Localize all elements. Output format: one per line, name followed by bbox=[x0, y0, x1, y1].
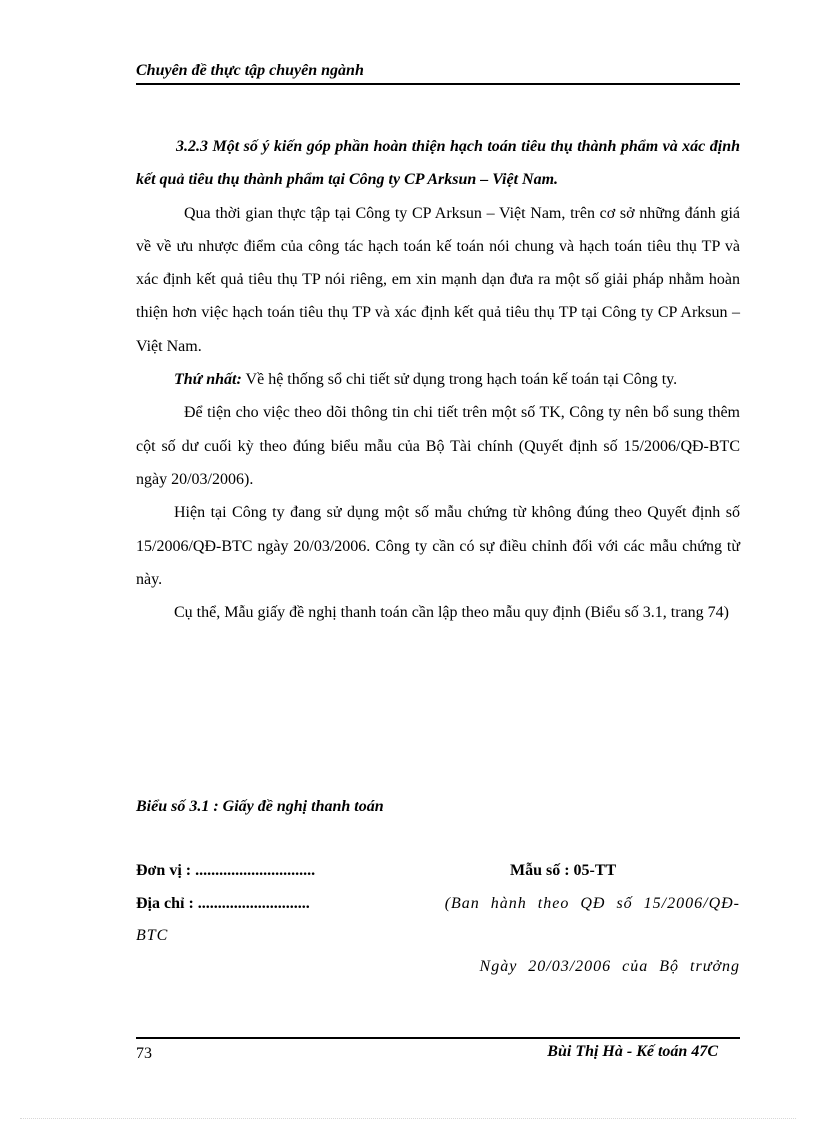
body-text bbox=[136, 130, 740, 629]
running-header-title: Chuyên đề thực tập chuyên ngành bbox=[136, 62, 364, 79]
header-divider bbox=[136, 83, 740, 85]
form-row-unit bbox=[136, 862, 740, 886]
form-unit-label: Đơn vị : .............................. bbox=[136, 862, 316, 879]
page-number: 73 bbox=[136, 1045, 152, 1062]
paragraph-intro: Qua thời gian thực tập tại Công ty CP Arksun – Việt Nam, trên cơ sở những đánh giá về về ưu nhược điểm của công tác hạch toán kế toán nói chung và hạch toán tiêu thụ TP và xác định kết quả tiêu thụ TP nói riêng, em xin mạnh dạn đưa ra một số giải pháp nhằm hoàn thiện hơn việc hạch toán tiêu thụ TP và xác định kết quả tiêu thụ TP tại Công ty CP Arksun – Việt Nam. bbox=[136, 204, 740, 355]
paragraph-ledger-suggestion: Để tiện cho việc theo dõi thông tin chi tiết trên một số TK, Công ty nên bổ sung thêm cột số dư cuối kỳ theo đúng biểu mẫu của Bộ Tài chính (Quyết định số 15/2006/QĐ-BTC ngày 20/03/2006). bbox=[136, 404, 740, 488]
footer-author: Bùi Thị Hà - Kế toán 47C bbox=[547, 1043, 718, 1060]
page-bottom-dotted-border bbox=[20, 1118, 796, 1119]
paragraph-voucher-issue: Hiện tại Công ty đang sử dụng một số mẫu chứng từ không đúng theo Quyết định số 15/2006/QĐ-BTC ngày 20/03/2006. Công ty cần có sự điều chỉnh đối với các mẫu chứng từ này. bbox=[136, 504, 740, 588]
form-issued-line-2: BTC bbox=[136, 927, 169, 944]
form-address-label: Địa chỉ : ............................ bbox=[136, 895, 310, 912]
paragraph-payment-form: Cụ thể, Mẫu giấy đề nghị thanh toán cần lập theo mẫu quy định (Biểu số 3.1, trang 74) bbox=[174, 604, 729, 622]
form-issued-line-1: (Ban hành theo QĐ số 15/2006/QĐ- bbox=[444, 895, 740, 912]
section-heading: 3.2.3 Một số ý kiến góp phần hoàn thiện hạch toán tiêu thụ thành phẩm và xác định kết quả tiêu thụ thành phẩm tại Công ty CP Arksun – Việt Nam. bbox=[136, 138, 740, 189]
paragraph-first-point bbox=[136, 363, 740, 396]
form-issued-line-3: Ngày 20/03/2006 của Bộ trưởng bbox=[479, 958, 740, 975]
first-point-text: Về hệ thống sổ chi tiết sử dụng trong hạch toán kế toán tại Công ty. bbox=[241, 371, 678, 389]
first-point-label: Thứ nhất: bbox=[174, 371, 242, 389]
form-caption: Biểu số 3.1 : Giấy đề nghị thanh toán bbox=[136, 798, 384, 815]
form-number: Mẫu số : 05-TT bbox=[510, 862, 617, 879]
footer-divider bbox=[136, 1037, 740, 1039]
form-row-address bbox=[136, 895, 740, 919]
form-row-issued-date bbox=[136, 958, 740, 982]
